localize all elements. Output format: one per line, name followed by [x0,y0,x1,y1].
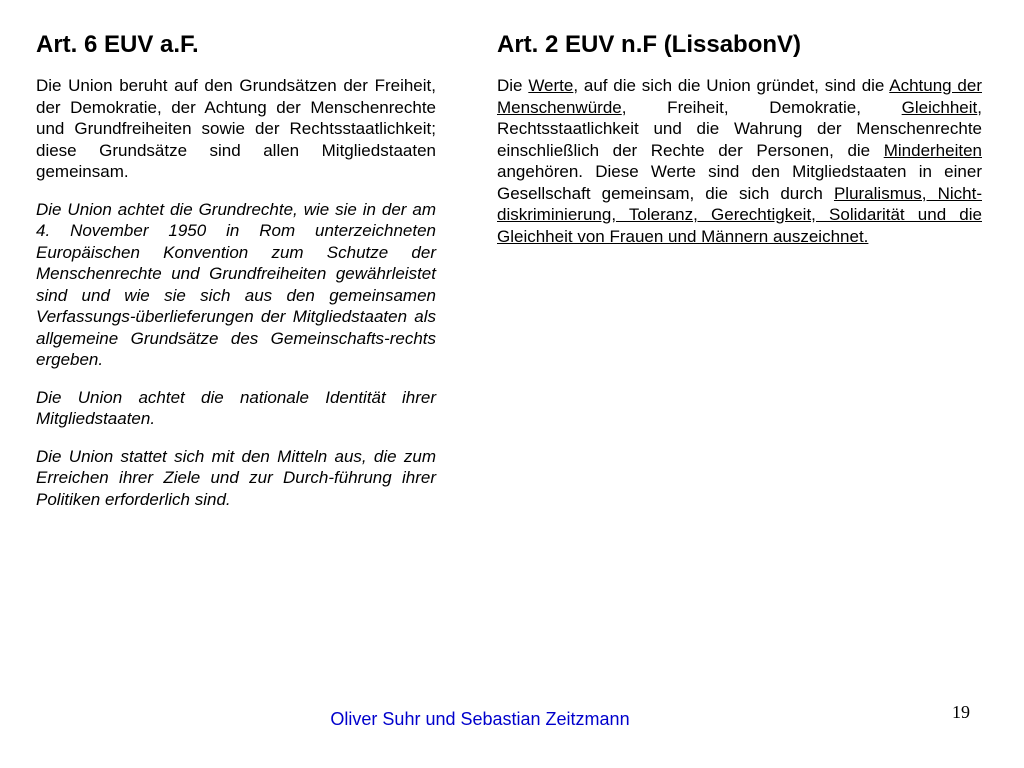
right-text-3: , Freiheit, Demokratie, [621,97,902,117]
right-text-5: angehören. Diese Werte sind den Mitgliedstaaten in einer Gesellschaft gemeinsam, die sich durch [497,162,982,203]
highlight-gleichheit: Gleichheit [901,97,978,117]
left-paragraph-4: Die Union stattet sich mit den Mitteln aus, die zum Erreichen ihrer Ziele und zur Durch-führung ihrer Politiken erforderlich sind. [36,446,436,509]
right-column [497,28,982,263]
highlight-werte: Werte [528,76,574,95]
right-paragraph [497,75,982,247]
right-text-4: , Rechtsstaatlichkeit und die Wahrung der Menschenrechte einschließlich der Rechte der Personen, die [497,97,982,160]
left-paragraph-2: Die Union achtet die Grundrechte, wie sie in der am 4. November 1950 in Rom unterzeichneten Europäischen Konvention zum Schutze der Menschenrechte und Grundfreiheiten gewährleistet sind und wie sie sich aus den gemeinsamen Verfassungs-überlieferungen der Mitgliedstaaten als allgemeine Grundsätze des Gemeinschafts-rechts ergeben. [36,199,436,369]
left-paragraph-3: Die Union achtet die nationale Identität ihrer Mitgliedstaaten. [36,387,436,428]
highlight-minderheiten: Minderheiten [883,140,982,160]
right-heading: Art. 2 EUV n.F (LissabonV) [497,31,802,58]
left-heading: Art. 6 EUV a.F. [36,31,199,58]
left-paragraph-1: Die Union beruht auf den Grundsätzen der Freiheit, der Demokratie, der Achtung der Menschenrechte und Grundfreiheiten sowie der Rechtsstaatlichkeit; diese Grundsätze sind allen Mitgliedstaaten gemeinsam. [36,76,436,181]
footer-author: Oliver Suhr und Sebastian Zeitzmann [330,709,630,729]
left-column [36,28,436,526]
page-number: 19 [952,702,970,722]
highlight-values-list: Pluralismus, Nicht-diskriminierung, Toleranz, Gerechtigkeit, Solidarität und die Gleichheit von Frauen und Männern auszeichnet. [497,183,982,246]
highlight-menschenwuerde: Achtung der Menschenwürde [497,76,982,117]
right-text-2: , auf die sich die Union gründet, sind die [573,76,890,95]
right-text-1: Die [497,76,529,95]
